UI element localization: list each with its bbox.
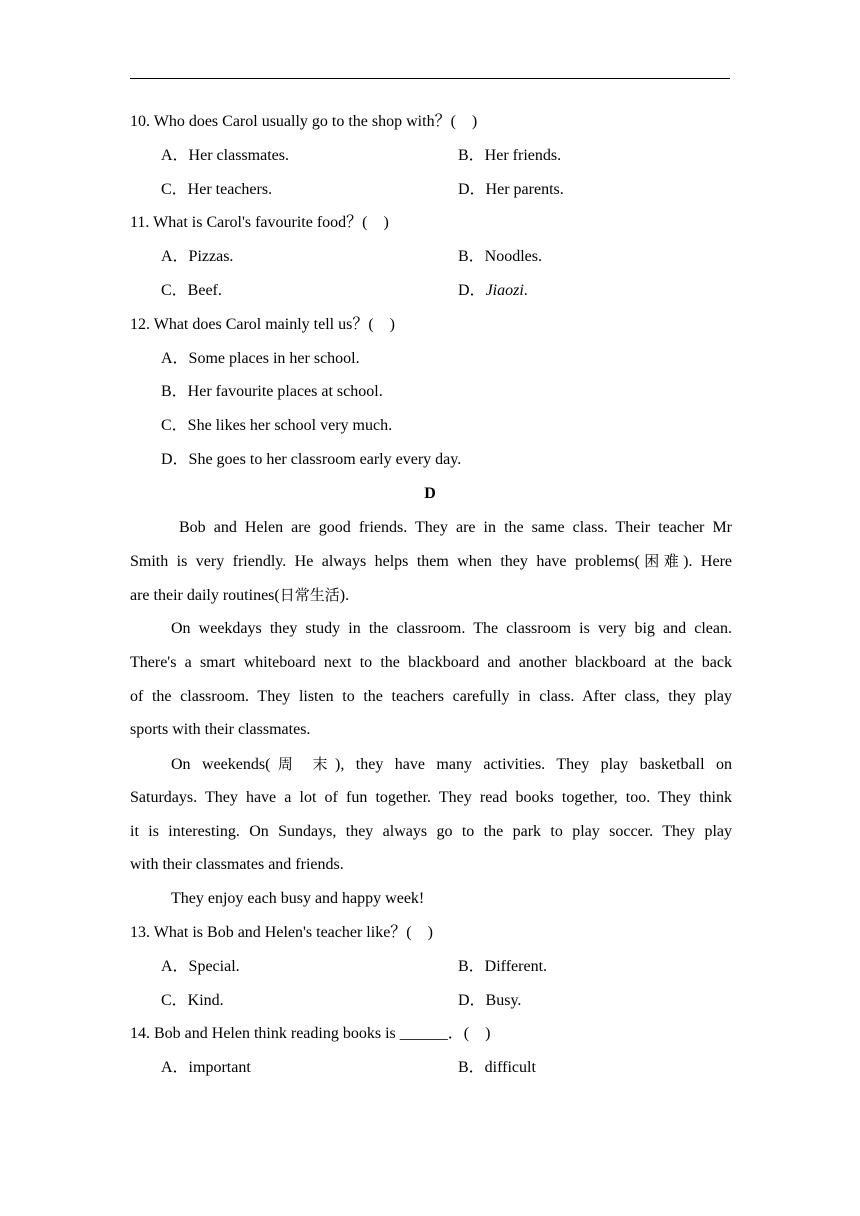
passage-p2-line1: On weekdays they study in the classroom. The classroom is very big and clean. — [171, 620, 732, 637]
question-14-stem: 14. Bob and Helen think reading books is ______．( ) — [130, 1025, 491, 1042]
section-d-title: D — [424, 485, 436, 502]
question-13-option-a: A．Special. — [161, 958, 240, 975]
passage-p1-line2 — [130, 549, 732, 573]
question-10-stem: 10. Who does Carol usually go to the shop with？( ) — [130, 113, 478, 130]
p1-line2-text-b: ). Here — [683, 553, 733, 570]
question-13-stem: 13. What is Bob and Helen's teacher like？( ) — [130, 924, 433, 941]
passage-p3-line3: it is interesting. On Sundays, they always go to the park to play soccer. They play — [130, 823, 732, 840]
p1-line2-text-a: Smith is very friendly. He always helps them when they have problems( — [130, 553, 640, 570]
question-11-option-d — [458, 279, 528, 303]
question-12-option-d: D．She goes to her classroom early every day. — [161, 451, 462, 468]
question-10-option-d: D．Her parents. — [458, 181, 564, 198]
question-10-option-c: C．Her teachers. — [161, 181, 273, 198]
question-12-stem: 12. What does Carol mainly tell us？( ) — [130, 316, 395, 333]
p1-line2-chinese-gloss: 困难 — [639, 552, 684, 570]
p3-line1-chinese-gloss: 周 末 — [270, 755, 335, 773]
passage-p1-line1: Bob and Helen are good friends. They are in the same class. Their teacher Mr — [179, 519, 732, 536]
question-12-option-c: C．She likes her school very much. — [161, 417, 393, 434]
p1-line3-chinese-gloss: 日常生活 — [279, 586, 340, 604]
question-11-option-a: A．Pizzas. — [161, 248, 234, 265]
question-13-option-d: D．Busy. — [458, 992, 522, 1009]
question-10-option-a: A．Her classmates. — [161, 147, 289, 164]
question-11-option-c: C．Beef. — [161, 282, 222, 299]
passage-p2-line2: There's a smart whiteboard next to the blackboard and another blackboard at the back — [130, 654, 732, 671]
question-10-option-b: B．Her friends. — [458, 147, 562, 164]
question-14-option-b: B．difficult — [458, 1059, 536, 1076]
question-12-option-a: A．Some places in her school. — [161, 350, 360, 367]
passage-p4: They enjoy each busy and happy week! — [171, 890, 425, 907]
option-d-label: D． — [458, 282, 486, 299]
question-12-option-b: B．Her favourite places at school. — [161, 383, 383, 400]
question-14-option-a: A．important — [161, 1059, 251, 1076]
question-11-option-b: B．Noodles. — [458, 248, 543, 265]
passage-p2-line3: of the classroom. They listen to the teachers carefully in class. After class, they play — [130, 688, 732, 705]
question-13-option-b: B．Different. — [458, 958, 548, 975]
question-13-option-c: C．Kind. — [161, 992, 224, 1009]
p1-line3-text-a: are their daily routines( — [130, 587, 280, 604]
header-rule — [130, 78, 730, 79]
option-d-italic-word: Jiaozi — [485, 282, 524, 299]
passage-p3-line2: Saturdays. They have a lot of fun together. They read books together, too. They think — [130, 789, 732, 806]
passage-p3-line1 — [171, 752, 732, 776]
passage-p2-line4: sports with their classmates. — [130, 721, 311, 738]
passage-p1-line3 — [130, 583, 732, 607]
passage-p3-line4: with their classmates and friends. — [130, 856, 344, 873]
p3-line1-text-b: ), they have many activities. They play basketball on — [335, 756, 732, 773]
option-d-suffix: . — [523, 282, 528, 299]
question-11-stem: 11. What is Carol's favourite food？( ) — [130, 214, 389, 231]
p1-line3-text-b: ). — [339, 587, 350, 604]
p3-line1-text-a: On weekends( — [171, 756, 271, 773]
